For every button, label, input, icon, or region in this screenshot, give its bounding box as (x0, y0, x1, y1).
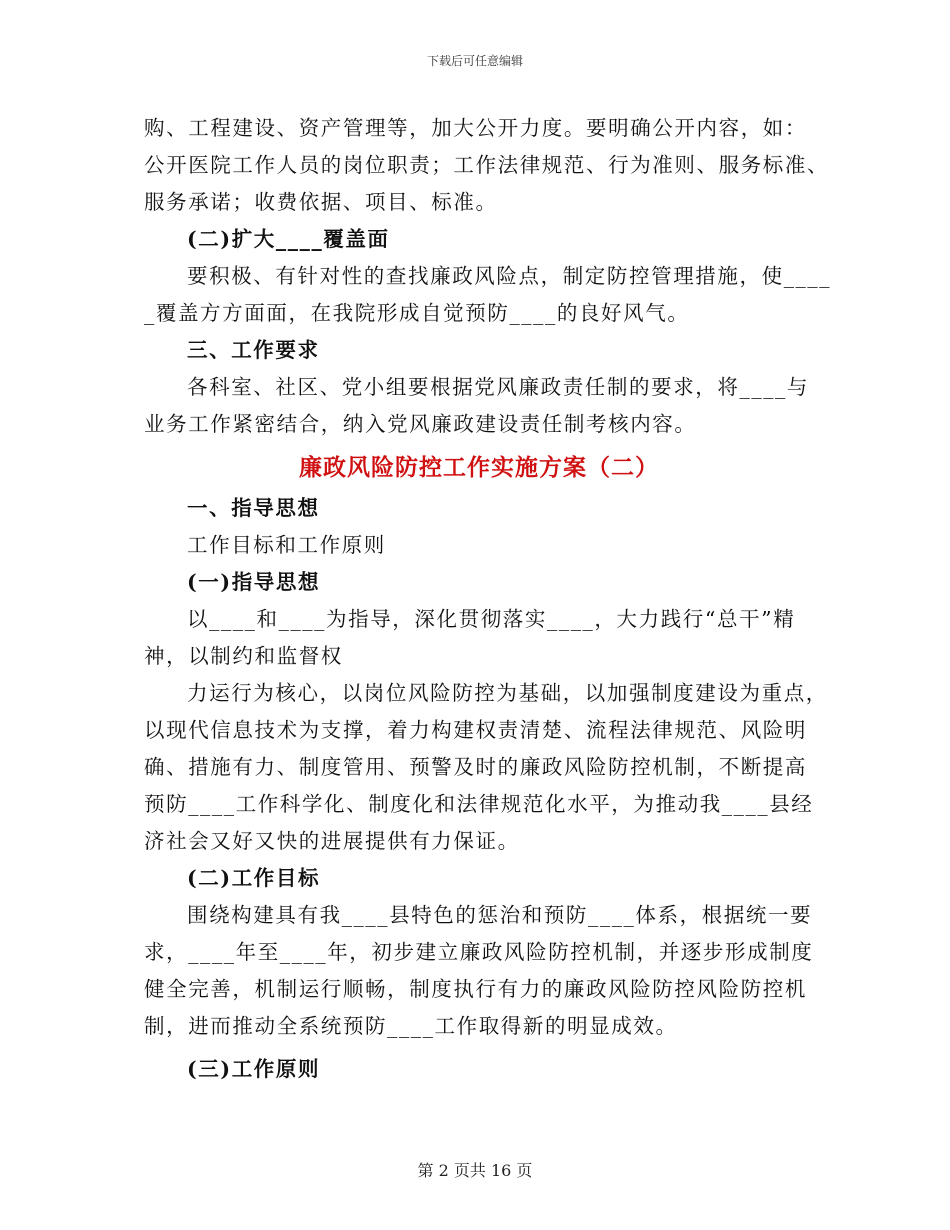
body-line: 以____和____为指导，深化贯彻落实____，大力践行“总干”精 (187, 607, 796, 631)
body-line: _覆盖方方面面，在我院形成自觉预防____的良好风气。 (144, 301, 690, 325)
body-line: 工作目标和工作原则 (187, 533, 386, 557)
body-line: 以现代信息技术为支撑，着力构建权责清楚、流程法律规范、风险明 (144, 718, 807, 742)
body-line: 制，进而推动全系统预防____工作取得新的明显成效。 (144, 1014, 678, 1038)
section-heading: 三、工作要求 (187, 338, 320, 362)
section-heading: (二)工作目标 (187, 866, 321, 890)
section-heading: 一、指导思想 (187, 496, 320, 520)
body-line: 健全完善，机制运行顺畅，制度执行有力的廉政风险防控风险防控机 (144, 977, 807, 1001)
body-line: 业务工作紧密结合，纳入党风廉政建设责任制考核内容。 (144, 412, 697, 436)
section-heading: (一)指导思想 (187, 570, 321, 594)
body-line: 力运行为核心，以岗位风险防控为基础，以加强制度建设为重点， (187, 681, 828, 705)
body-line: 购、工程建设、资产管理等，加大公开力度。要明确公开内容，如： (144, 116, 807, 140)
page-header-note: 下载后可任意编辑 (426, 54, 523, 68)
document-title: 廉政风险防控工作实施方案（二） (299, 454, 659, 481)
body-line: 预防____工作科学化、制度化和法律规范化水平，为推动我____县经 (144, 792, 814, 816)
body-line: 公开医院工作人员的岗位职责；工作法律规范、行为准则、服务标准、 (144, 153, 830, 177)
section-heading: (二)扩大____覆盖面 (187, 227, 390, 251)
body-line: 围绕构建具有我____县特色的惩治和预防____体系，根据统一要 (187, 903, 813, 927)
body-line: 济社会又好又快的进展提供有力保证。 (144, 829, 520, 853)
page-number-footer: 第 2 页共 16 页 (417, 1161, 533, 1180)
body-line: 要积极、有针对性的查找廉政风险点，制定防控管理措施，使____ (187, 264, 832, 288)
section-heading: (三)工作原则 (187, 1057, 321, 1081)
body-line: 服务承诺；收费依据、项目、标准。 (144, 190, 498, 214)
body-line: 各科室、社区、党小组要根据党风廉政责任制的要求，将____与 (187, 375, 809, 399)
body-line: 神，以制约和监督权 (144, 644, 343, 668)
body-line: 确、措施有力、制度管用、预警及时的廉政风险防控机制，不断提高 (144, 755, 807, 779)
body-line: 求，____年至____年，初步建立廉政风险防控机制，并逐步形成制度 (144, 940, 814, 964)
document-body (144, 110, 832, 1088)
